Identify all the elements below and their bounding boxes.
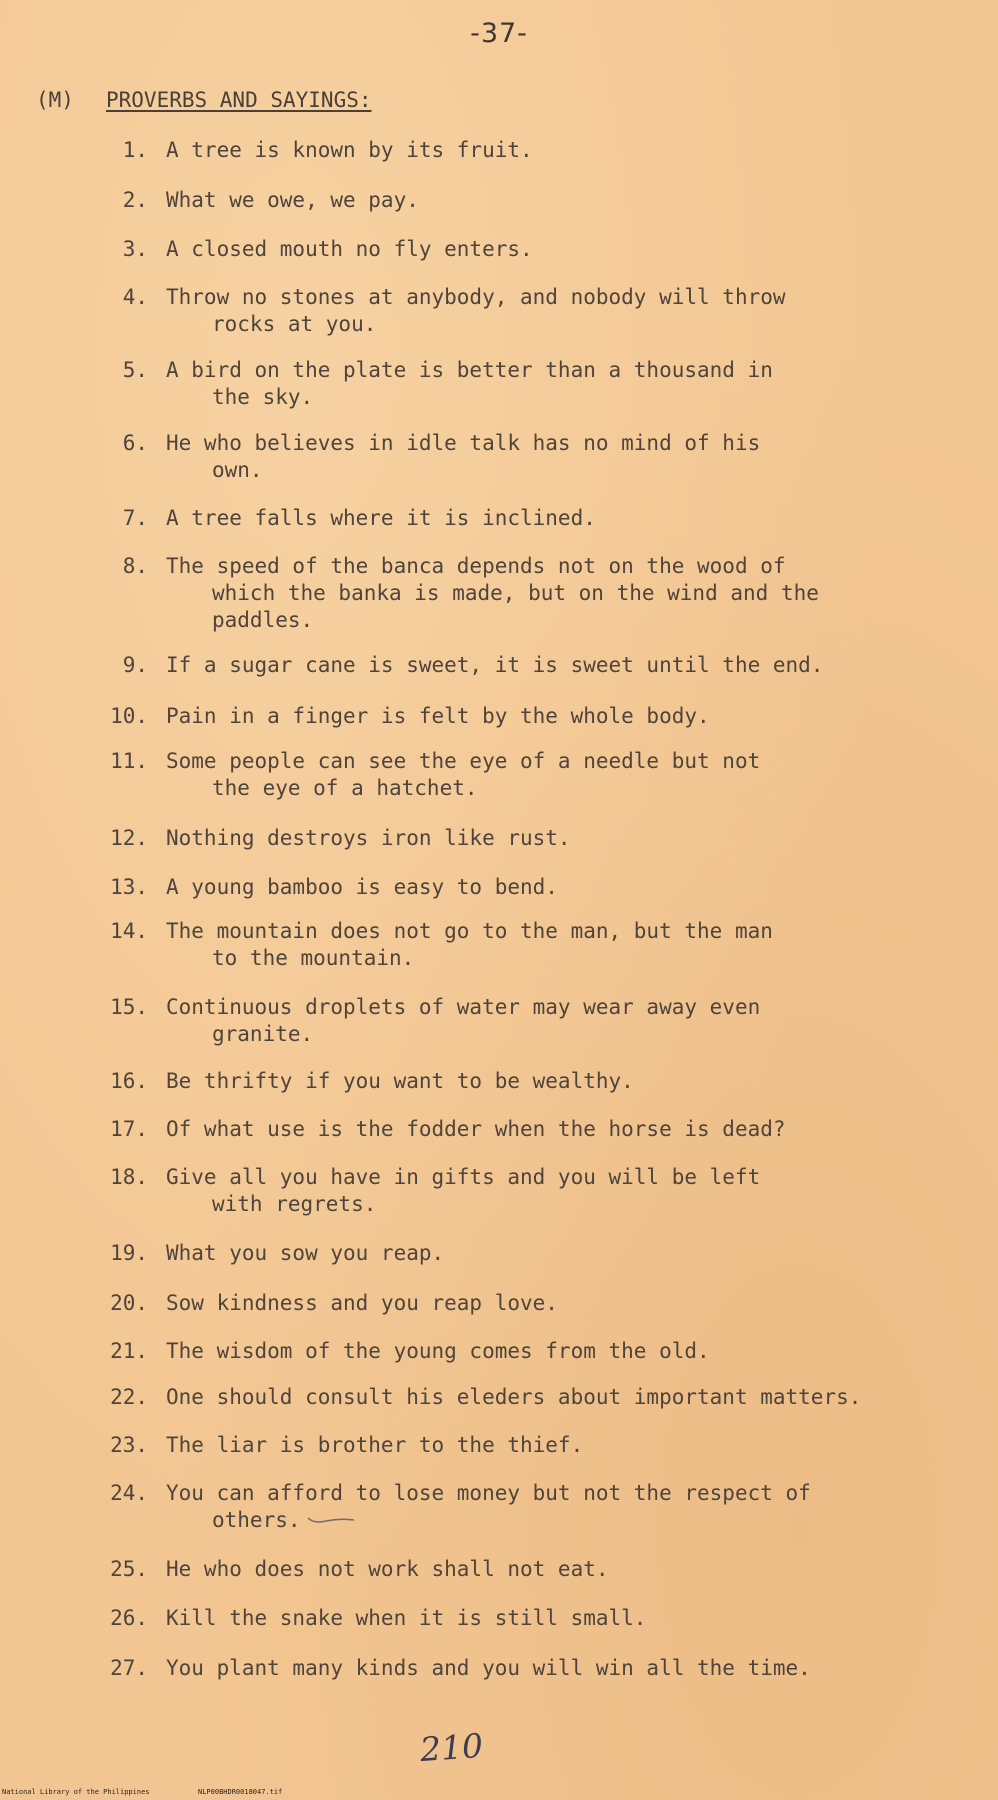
item-number: 8. [122, 554, 148, 578]
item-number: 3. [122, 237, 148, 261]
item-number: 24. [110, 1481, 148, 1505]
item-line: Be thrifty if you want to be wealthy. [166, 1069, 634, 1093]
pencil-squiggle-mark [306, 1512, 366, 1526]
item-continuation-line: which the banka is made, but on the wind and the [212, 581, 819, 605]
section-heading [36, 88, 372, 112]
page-number: -37- [470, 18, 528, 49]
item-text [166, 1432, 966, 1459]
section-label: (M) [36, 88, 74, 112]
item-line: The mountain does not go to the man, but the man [166, 919, 773, 943]
item-text [166, 1556, 966, 1583]
item-text [166, 918, 966, 972]
item-number: 27. [110, 1656, 148, 1680]
section-title: PROVERBS AND SAYINGS: [106, 88, 372, 112]
item-number: 2. [122, 188, 148, 212]
item-continuation-line: paddles. [212, 608, 314, 632]
item-text [166, 137, 966, 164]
item-text [166, 825, 966, 852]
item-text [166, 1605, 966, 1632]
item-number: 21. [110, 1339, 148, 1363]
item-text [166, 553, 966, 634]
item-number: 19. [110, 1241, 148, 1265]
item-text [166, 1068, 966, 1095]
item-line: Some people can see the eye of a needle but not [166, 749, 761, 773]
item-text [166, 1480, 966, 1534]
item-number: 5. [122, 358, 148, 382]
item-number: 23. [110, 1433, 148, 1457]
item-continuation-line: own. [212, 458, 263, 482]
item-text [166, 1164, 966, 1218]
item-text [166, 1338, 966, 1365]
item-number: 6. [122, 431, 148, 455]
item-text [166, 187, 966, 214]
item-line: Continuous droplets of water may wear away even [166, 995, 761, 1019]
item-text [166, 994, 966, 1048]
item-line: Pain in a finger is felt by the whole body. [166, 704, 710, 728]
item-line: Give all you have in gifts and you will be left [166, 1165, 761, 1189]
item-continuation-line: granite. [212, 1022, 314, 1046]
item-continuation-line: others. [212, 1508, 301, 1532]
item-line: What we owe, we pay. [166, 188, 419, 212]
item-number: 4. [122, 285, 148, 309]
item-line: Sow kindness and you reap love. [166, 1291, 558, 1315]
item-text [166, 1384, 966, 1411]
item-continuation-line: the sky. [212, 385, 314, 409]
item-number: 25. [110, 1557, 148, 1581]
item-line: Nothing destroys iron like rust. [166, 826, 571, 850]
item-line: The wisdom of the young comes from the old. [166, 1339, 710, 1363]
item-number: 1. [122, 138, 148, 162]
item-number: 12. [110, 826, 148, 850]
item-number: 14. [110, 919, 148, 943]
item-line: He who does not work shall not eat. [166, 1557, 609, 1581]
item-line: If a sugar cane is sweet, it is sweet until the end. [166, 653, 824, 677]
item-line: A tree is known by its fruit. [166, 138, 533, 162]
item-line: A closed mouth no fly enters. [166, 237, 533, 261]
item-line: You plant many kinds and you will win all the time. [166, 1656, 811, 1680]
item-text [166, 703, 966, 730]
item-continuation-line: the eye of a hatchet. [212, 776, 478, 800]
item-text [166, 1116, 966, 1143]
item-line: The speed of the banca depends not on the wood of [166, 554, 786, 578]
item-continuation-line: rocks at you. [212, 312, 377, 336]
item-line: A bird on the plate is better than a thousand in [166, 358, 773, 382]
item-line: What you sow you reap. [166, 1241, 445, 1265]
item-text [166, 284, 966, 338]
item-text [166, 357, 966, 411]
item-text [166, 652, 966, 679]
item-line: One should consult his eleders about important matters. [166, 1385, 862, 1409]
item-text [166, 748, 966, 802]
item-number: 17. [110, 1117, 148, 1141]
item-text [166, 1240, 966, 1267]
item-text [166, 1290, 966, 1317]
item-text [166, 874, 966, 901]
item-line: He who believes in idle talk has no mind of his [166, 431, 761, 455]
item-line: A tree falls where it is inclined. [166, 506, 596, 530]
item-number: 11. [110, 749, 148, 773]
item-number: 10. [110, 704, 148, 728]
item-number: 15. [110, 995, 148, 1019]
item-text [166, 430, 966, 484]
item-line: Kill the snake when it is still small. [166, 1606, 647, 1630]
item-number: 20. [110, 1291, 148, 1315]
item-number: 22. [110, 1385, 148, 1409]
item-line: Throw no stones at anybody, and nobody will throw [166, 285, 786, 309]
item-text [166, 1655, 966, 1682]
footer-library-name: National Library of the Philippines [2, 1788, 150, 1796]
item-number: 16. [110, 1069, 148, 1093]
item-text [166, 236, 966, 263]
item-continuation-line: with regrets. [212, 1192, 377, 1216]
item-number: 13. [110, 875, 148, 899]
footer-filename: NLP00BHDR0018047.tif [198, 1788, 283, 1796]
item-line: A young bamboo is easy to bend. [166, 875, 558, 899]
item-number: 7. [122, 506, 148, 530]
handwritten-page-number: 210 [418, 1725, 485, 1770]
item-line: The liar is brother to the thief. [166, 1433, 584, 1457]
item-number: 26. [110, 1606, 148, 1630]
item-line: Of what use is the fodder when the horse is dead? [166, 1117, 786, 1141]
item-number: 9. [122, 653, 148, 677]
item-text [166, 505, 966, 532]
item-number: 18. [110, 1165, 148, 1189]
item-continuation-line: to the mountain. [212, 946, 415, 970]
item-line: You can afford to lose money but not the respect of [166, 1481, 811, 1505]
